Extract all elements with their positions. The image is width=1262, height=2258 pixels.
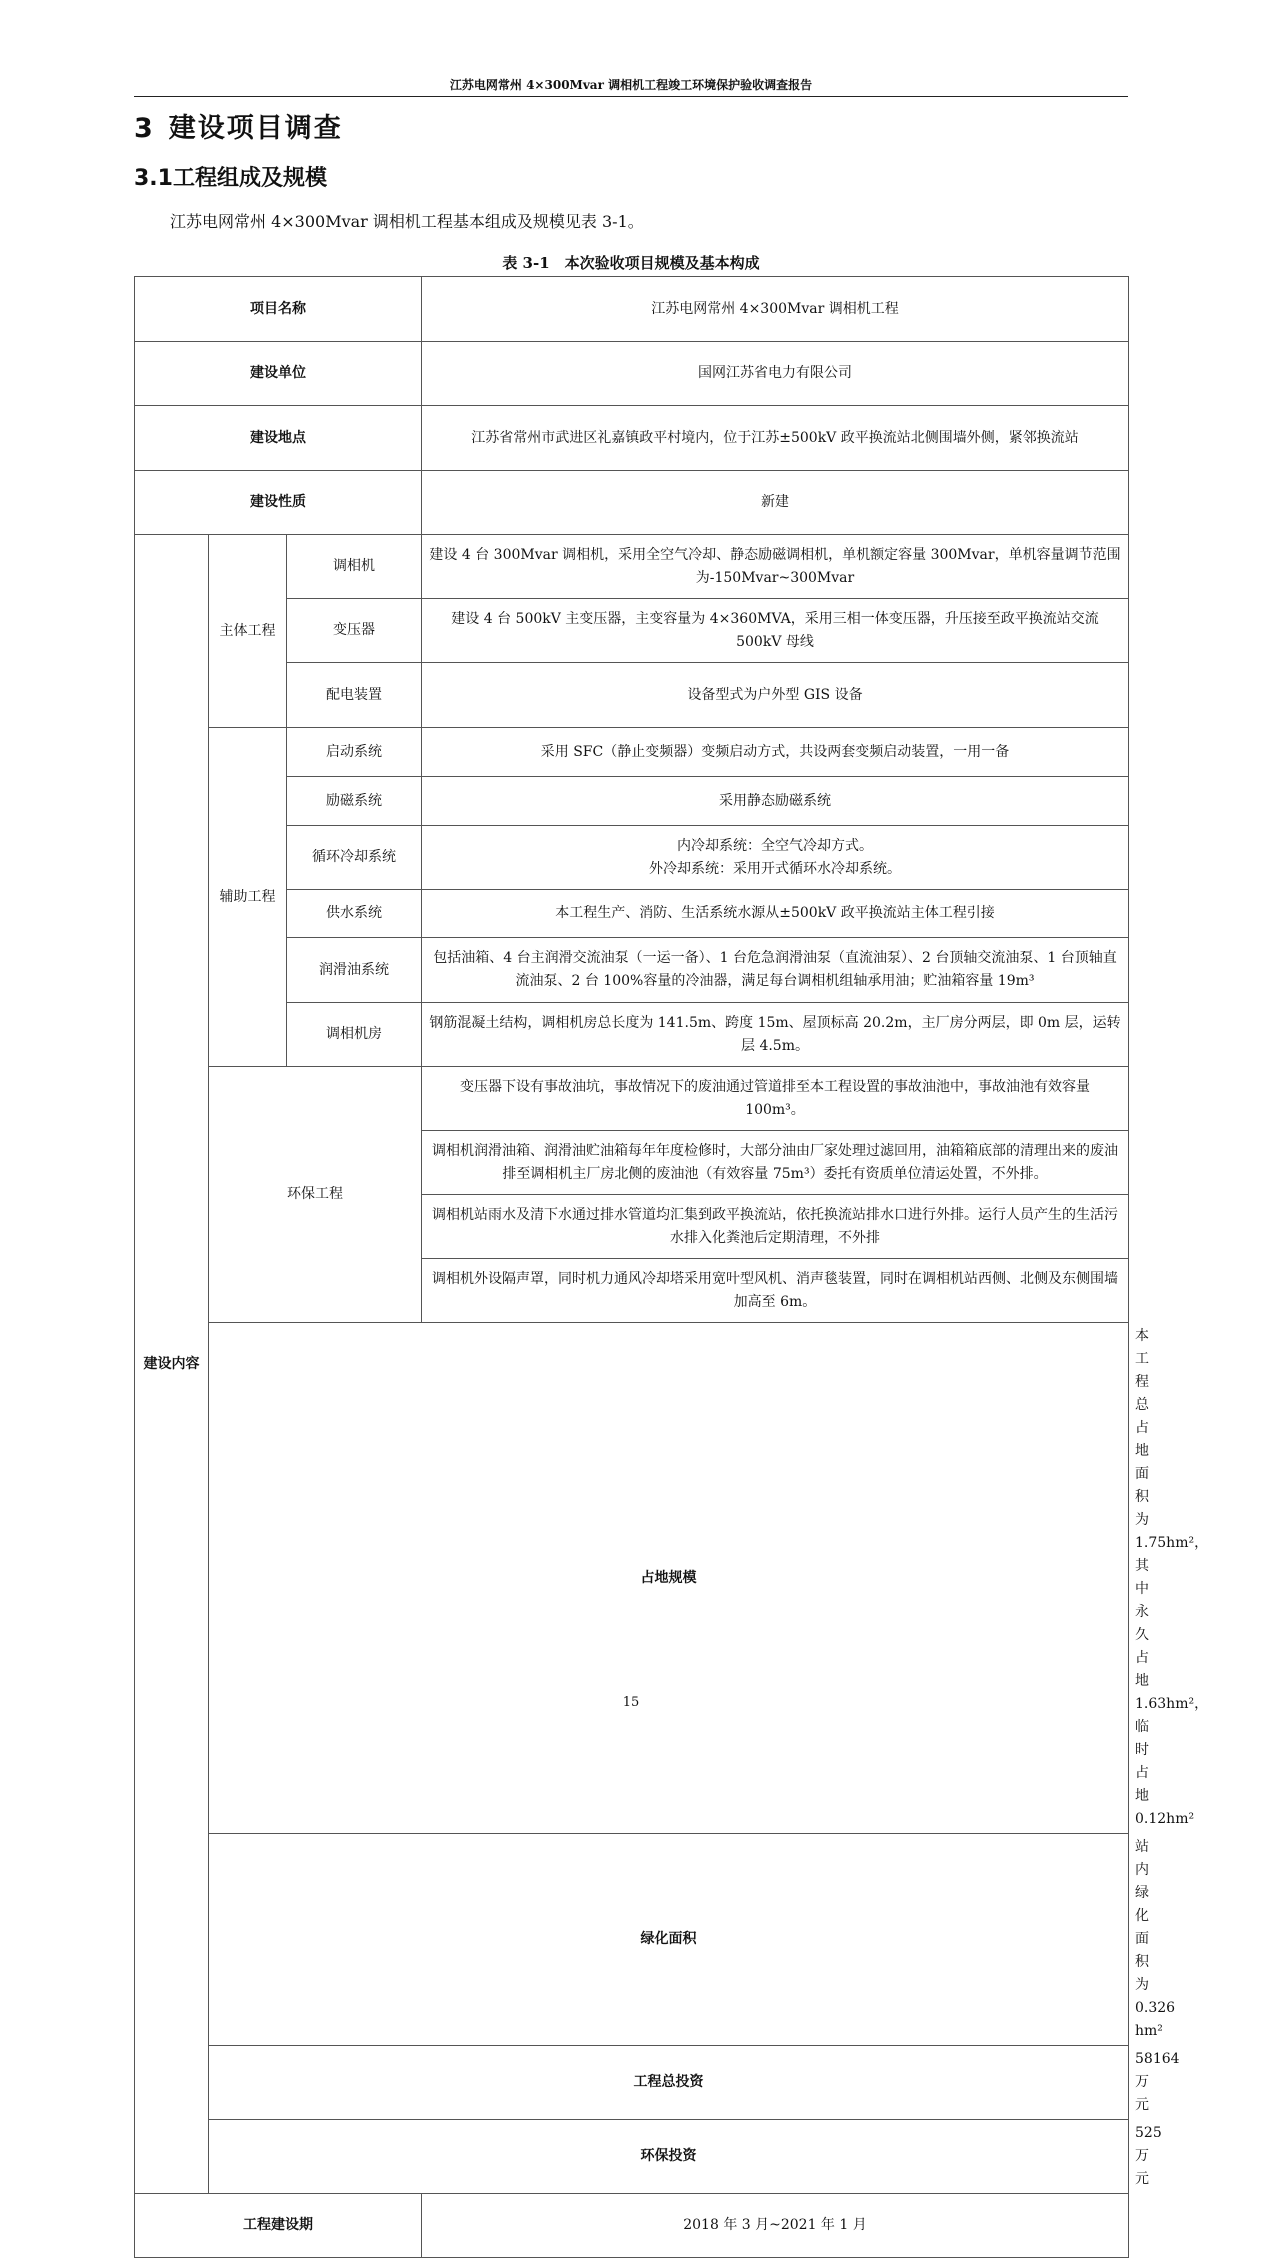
row-value: 江苏省常州市武进区礼嘉镇政平村境内，位于江苏±500kV 政平换流站北侧围墙外侧，紧邻换流站 [422, 406, 1129, 471]
table-row [135, 406, 1129, 471]
env-item: 变压器下设有事故油坑，事故情况下的废油通过管道排至本工程设置的事故油池中，事故油池有效容量 100m³。 [422, 1067, 1129, 1131]
table-row: 工程总投资 58164 万元 [135, 2046, 1129, 2120]
table-row [135, 728, 1129, 777]
row-label: 占地规模 [209, 1323, 1129, 1834]
row-label: 环保投资 [209, 2120, 1129, 2194]
running-header: 江苏电网常州 4×300Mvar 调相机工程竣工环境保护验收调查报告 [134, 76, 1128, 97]
item-value: 本工程生产、消防、生活系统水源从±500kV 政平换流站主体工程引接 [422, 890, 1129, 938]
item-value: 包括油箱、4 台主润滑交流油泵（一运一备）、1 台危急润滑油泵（直流油泵）、2 台顶轴交流油泵、1 台顶轴直流油泵、2 台 100%容量的冷油器，满足每台调相机组轴承用油；贮油箱容量 19m³ [422, 938, 1129, 1003]
item-label: 调相机房 [287, 1003, 422, 1067]
chapter-title: 建设项目调查 [168, 113, 343, 144]
main-works-label: 主体工程 [209, 535, 287, 728]
env-item: 调相机站雨水及清下水通过排水管道均汇集到政平换流站，依托换流站排水口进行外排。运行人员产生的生活污水排入化粪池后定期清理，不外排 [422, 1195, 1129, 1259]
table-row [135, 2194, 1129, 2258]
item-label: 变压器 [287, 599, 422, 663]
chapter-number: 3 [134, 113, 155, 144]
chapter-heading [134, 106, 343, 145]
table-row [135, 1067, 1129, 1131]
row-value: 2018 年 3 月~2021 年 1 月 [422, 2194, 1129, 2258]
item-value: 采用静态励磁系统 [422, 777, 1129, 826]
item-value-line: 内冷却系统：全空气冷却方式。 [677, 837, 873, 854]
item-value: 采用 SFC（静止变频器）变频启动方式，共设两套变频启动装置，一用一备 [422, 728, 1129, 777]
row-label: 项目名称 [135, 277, 422, 342]
section-heading: 3.1工程组成及规模 [134, 166, 327, 191]
table-caption: 表 3-1 本次验收项目规模及基本构成 [502, 254, 760, 272]
item-value: 设备型式为户外型 GIS 设备 [422, 663, 1129, 728]
row-value: 国网江苏省电力有限公司 [422, 342, 1129, 406]
item-label: 配电装置 [287, 663, 422, 728]
item-value [422, 826, 1129, 890]
project-table [134, 276, 1209, 2258]
item-label: 启动系统 [287, 728, 422, 777]
intro-paragraph: 江苏电网常州 4×300Mvar 调相机工程基本组成及规模见表 3-1。 [170, 212, 644, 231]
item-label: 供水系统 [287, 890, 422, 938]
item-value: 建设 4 台 500kV 主变压器，主变容量为 4×360MVA，采用三相一体变压器，升压接至政平换流站交流 500kV 母线 [422, 599, 1129, 663]
table-row [135, 277, 1129, 342]
item-label: 循环冷却系统 [287, 826, 422, 890]
table-row: 占地规模 本工程总占地面积为 1.75hm²，其中永久占地 1.63hm²，临时占地 0.12hm² [135, 1323, 1129, 1834]
item-value-line: 外冷却系统：采用开式循环水冷却系统。 [649, 860, 901, 877]
row-label: 建设地点 [135, 406, 422, 471]
table-row [135, 342, 1129, 406]
table-row [135, 471, 1129, 535]
row-label: 建设性质 [135, 471, 422, 535]
item-value: 钢筋混凝土结构，调相机房总长度为 141.5m、跨度 15m、屋顶标高 20.2m，主厂房分两层，即 0m 层，运转层 4.5m。 [422, 1003, 1129, 1067]
item-label: 励磁系统 [287, 777, 422, 826]
item-value: 建设 4 台 300Mvar 调相机，采用全空气冷却、静态励磁调相机，单机额定容量 300Mvar，单机容量调节范围为-150Mvar~300Mvar [422, 535, 1129, 599]
env-works-label: 环保工程 [209, 1067, 422, 1323]
page-number: 15 [622, 1695, 640, 1710]
row-label: 工程总投资 [209, 2046, 1129, 2120]
content-label: 建设内容 [135, 535, 209, 2194]
env-item: 调相机外设隔声罩，同时机力通风冷却塔采用宽叶型风机、消声毯装置，同时在调相机站西侧、北侧及东侧围墙加高至 6m。 [422, 1259, 1129, 1323]
item-label: 润滑油系统 [287, 938, 422, 1003]
row-label: 绿化面积 [209, 1834, 1129, 2046]
env-item: 调相机润滑油箱、润滑油贮油箱每年年度检修时，大部分油由厂家处理过滤回用，油箱箱底部的清理出来的废油排至调相机主厂房北侧的废油池（有效容量 75m³）委托有资质单位清运处置，不外排。 [422, 1131, 1129, 1195]
item-label: 调相机 [287, 535, 422, 599]
row-value: 江苏电网常州 4×300Mvar 调相机工程 [422, 277, 1129, 342]
table-row: 绿化面积 站内绿化面积为 0.326 hm² [135, 1834, 1129, 2046]
row-value: 新建 [422, 471, 1129, 535]
table-row: 环保投资 525 万元 [135, 2120, 1129, 2194]
table-row [135, 535, 1129, 599]
aux-works-label: 辅助工程 [209, 728, 287, 1067]
row-label: 建设单位 [135, 342, 422, 406]
row-label: 工程建设期 [135, 2194, 422, 2258]
